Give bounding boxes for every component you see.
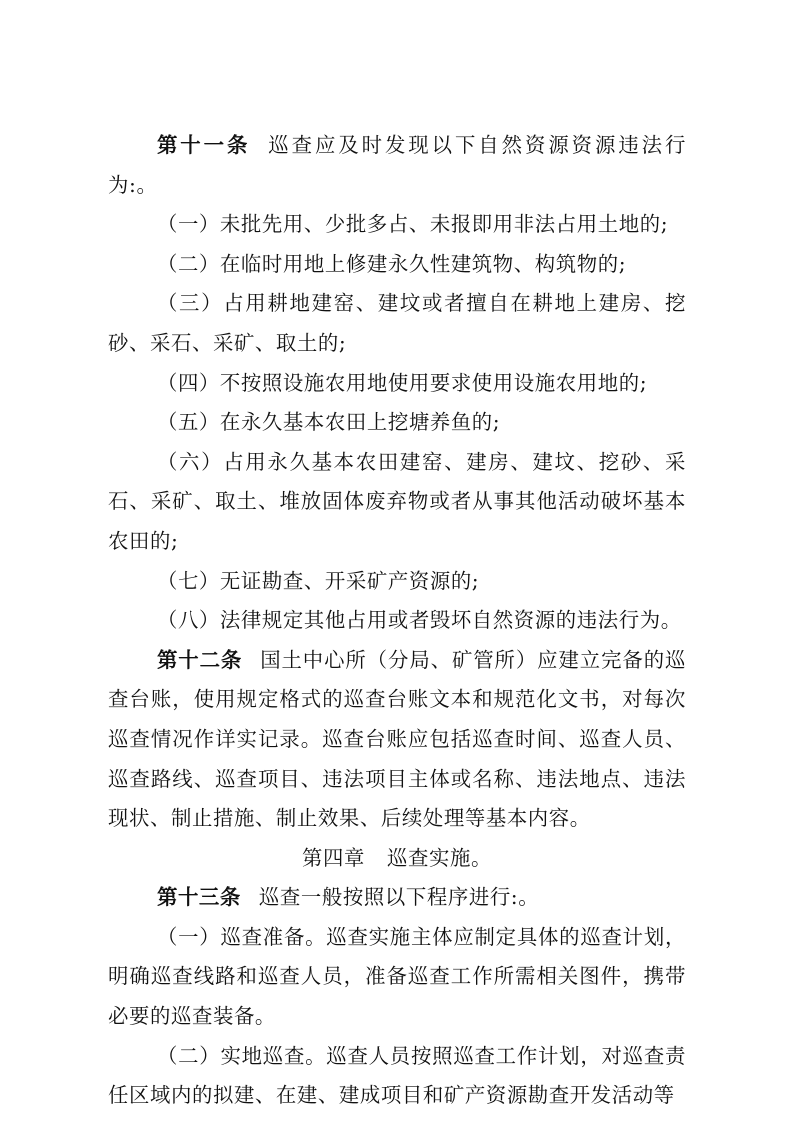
article-11-intro-text: 巡查应及时发现以下自然资源资源违法行为:。 xyxy=(108,133,686,197)
article-13-intro-text: 巡查一般按照以下程序进行:。 xyxy=(258,885,540,910)
chapter-heading xyxy=(108,839,686,879)
document-page xyxy=(108,126,686,1116)
article-12 xyxy=(108,641,686,839)
article-11-item-6: （六）占用永久基本农田建窑、建房、建坟、挖砂、采石、采矿、取土、堆放固体废弃物或者从事其他活动破坏基本农田的; xyxy=(108,449,686,553)
article-11-item-7: （七）无证勘查、开采矿产资源的; xyxy=(156,568,480,593)
article-11-item-1: （一）未批先用、少批多占、未报即用非法占用土地的; xyxy=(156,212,669,237)
article-11-intro xyxy=(108,126,686,205)
article-11-item-2: （二）在临时用地上修建永久性建筑物、构筑物的; xyxy=(156,251,627,276)
article-13-item-1: （一）巡查准备。巡查实施主体应制定具体的巡查计划，明确巡查线路和巡查人员，准备巡查工作所需相关图件，携带必要的巡查装备。 xyxy=(108,924,686,1029)
article-11-heading: 第十一条 xyxy=(156,133,251,157)
article-12-heading: 第十二条 xyxy=(156,647,243,672)
article-12-text: 国土中心所（分局、矿管所）应建立完备的巡查台账，使用规定格式的巡查台账文本和规范化文书，对每次巡查情况作详实记录。巡查台账应包括巡查时间、巡查人员、巡查路线、巡查项目、违法项目主体或名称、违法地点、违法现状、制止措施、制止效果、后续处理等基本内容。 xyxy=(108,647,686,831)
article-11-item-5: （五）在永久基本农田上挖塘养鱼的; xyxy=(156,410,501,435)
article-11-item-3: （三）占用耕地建窑、建坟或者擅自在耕地上建房、挖砂、采石、采矿、取土的; xyxy=(108,291,686,355)
article-13-item-2: （二）实地巡查。巡查人员按照巡查工作计划，对巡查责任区域内的拟建、在建、建成项目和矿产资源勘查开发活动等 xyxy=(108,1043,686,1108)
article-11-item-8: （八）法律规定其他占用或者毁坏自然资源的违法行为。 xyxy=(156,608,682,633)
article-13-intro xyxy=(108,878,686,918)
article-11-item-4: （四）不按照设施农用地使用要求使用设施农用地的; xyxy=(156,370,648,395)
article-13-heading: 第十三条 xyxy=(156,885,241,910)
chapter-title: 巡查实施。 xyxy=(387,845,492,870)
chapter-number: 第四章 xyxy=(302,845,366,870)
